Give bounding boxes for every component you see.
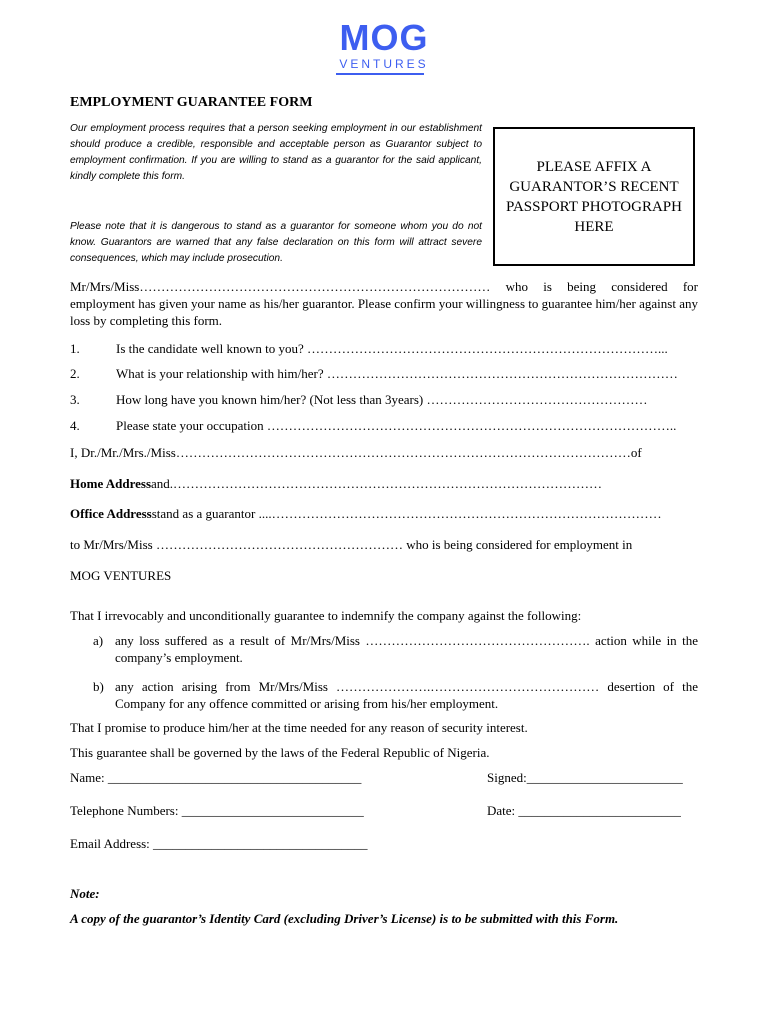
passport-photo-box <box>493 127 695 266</box>
home-address-dots: ……………………………………………………………………………………….and <box>151 476 603 491</box>
warning-paragraph: Please note that it is dangerous to stand as a guarantor for someone whom you do not know. Guarantors are warned that any false declaration on this form will attract severe consequences, which may include prosecution. <box>70 221 482 264</box>
home-address-label: Home Address <box>70 476 152 491</box>
governing-law-statement: This guarantee shall be governed by the laws of the Federal Republic of Nigeria. <box>70 745 490 760</box>
signature-field[interactable]: Signed:________________________ <box>487 770 683 785</box>
logo-subtitle: VENTURES <box>339 57 429 71</box>
item-text: any action arising from Mr/Mrs/Miss ………………….………………………………… desertion of the Company for any offence committed or arising from his/her employment. <box>115 679 698 711</box>
photo-box-label: PLEASE AFFIX A GUARANTOR’S RECENT PASSPORT PHOTOGRAPH HERE <box>506 158 682 235</box>
name-field[interactable]: Name: _______________________________________ <box>70 770 362 785</box>
guarantee-intro: That I irrevocably and unconditionally guarantee to indemnify the company against the following: <box>70 608 582 623</box>
candidate-text: to Mr/Mrs/Miss ………………………………………………… who is being considered for employment in <box>70 537 633 552</box>
promise-statement: That I promise to produce him/her at the time needed for any reason of security interest. <box>70 720 528 735</box>
guarantee-item-b <box>93 678 698 712</box>
date-field[interactable]: Date: _________________________ <box>487 803 681 818</box>
question-number: 3. <box>70 392 80 407</box>
item-letter: b) <box>93 679 104 694</box>
question-text: Please state your occupation ………………………………………………………………………………….. <box>116 418 677 433</box>
item-text: any loss suffered as a result of Mr/Mrs/Miss ……………………………………………. action while in the company’s employment. <box>115 633 698 665</box>
guarantee-item-a <box>93 632 698 666</box>
question-text: How long have you known him/her? (Not less than 3years) …………………………………………… <box>116 392 648 407</box>
question-text: Is the candidate well known to you? ………………………………………………………………………... <box>116 341 668 356</box>
logo-wordmark: MOG <box>339 17 429 58</box>
home-address-line <box>70 475 698 492</box>
opening-paragraph: Mr/Mrs/Miss……………………………………………………………………… who is being considered for employment has given your name as his/her guarantor. Please confirm your willingness to guarantee him/her against any loss by completing this form. <box>70 279 698 328</box>
question-number: 2. <box>70 366 80 381</box>
question-number: 4. <box>70 418 80 433</box>
question-text: What is your relationship with him/her? ……………………………………………………………………… <box>116 366 678 381</box>
telephone-field[interactable]: Telephone Numbers: ____________________________ <box>70 803 364 818</box>
question-1 <box>70 340 698 357</box>
item-letter: a) <box>93 633 104 648</box>
logo-underline <box>336 73 424 75</box>
company-line <box>70 567 698 584</box>
question-3 <box>70 391 698 408</box>
question-4 <box>70 417 698 434</box>
question-number: 1. <box>70 341 80 356</box>
email-field[interactable]: Email Address: _________________________________ <box>70 836 368 851</box>
candidate-line <box>70 536 698 553</box>
intro-paragraph: Our employment process requires that a person seeking employment in our establishment should produce a credible, responsible and acceptable person as Guarantor subject to employment confirmation. If you are willing to stand as a guarantor for the said applicant, kindly complete this form. <box>70 123 482 182</box>
question-2 <box>70 365 698 382</box>
office-address-label: Office Address <box>70 506 152 521</box>
note-text: A copy of the guarantor’s Identity Card (excluding Driver’s License) is to be submitted with this Form. <box>70 911 619 926</box>
guarantor-name-text: I, Dr./Mr./Mrs./Miss……………………………………………………………………………………………of <box>70 445 642 460</box>
office-address-line <box>70 505 698 522</box>
guarantor-name-line <box>70 444 698 461</box>
company-name: MOG VENTURES <box>70 568 172 583</box>
form-title: EMPLOYMENT GUARANTEE FORM <box>70 95 313 110</box>
office-address-dots: ……………………………………………………………………………….... stand as a guarantor <box>151 506 662 521</box>
note-label: Note: <box>70 886 100 901</box>
